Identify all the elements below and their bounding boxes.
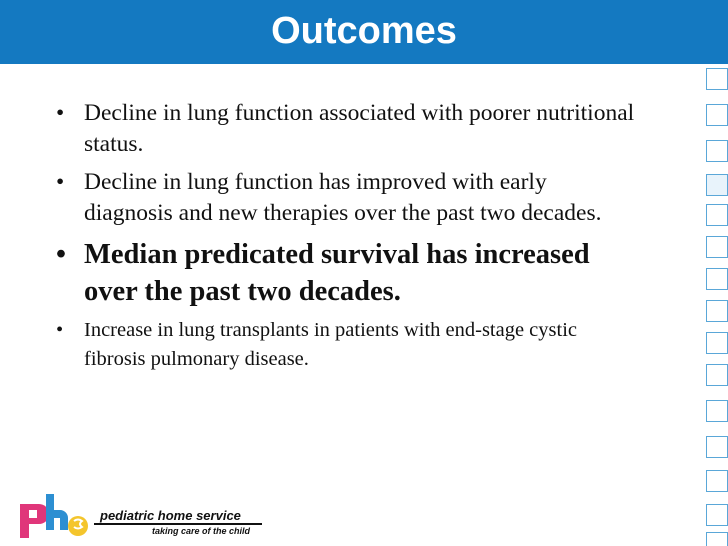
bullet-dot: • <box>56 100 65 126</box>
logo-underline <box>94 523 262 525</box>
decorative-square <box>706 268 728 290</box>
decorative-square <box>706 68 728 90</box>
bullet-text: Median predicated survival has increased over the past two decades. <box>84 239 590 307</box>
decorative-square <box>706 364 728 386</box>
phs-logo-icon <box>14 490 104 540</box>
decorative-square <box>706 300 728 322</box>
decorative-square <box>706 400 728 422</box>
decorative-square <box>706 436 728 458</box>
bullet-item <box>56 316 636 374</box>
logo-name: pediatric home service <box>100 508 241 523</box>
logo-tagline: taking care of the child <box>152 526 251 536</box>
company-logo <box>14 490 274 540</box>
bullet-list <box>56 98 636 374</box>
decorative-square <box>706 332 728 354</box>
decorative-square <box>706 204 728 226</box>
decorative-square <box>706 470 728 492</box>
bullet-text: Decline in lung function associated with poorer nutritional status. <box>84 100 635 157</box>
title-bar <box>0 0 728 64</box>
bullet-item <box>56 167 636 229</box>
bullet-dot: • <box>56 169 65 195</box>
decorative-square <box>706 532 728 546</box>
decorative-square <box>706 140 728 162</box>
bullet-dot: • <box>56 319 64 341</box>
slide-title: Outcomes <box>271 10 457 52</box>
decorative-square <box>706 236 728 258</box>
bullet-item-emphasis <box>56 236 636 310</box>
bullet-text: Decline in lung function has improved with early diagnosis and new therapies over the past two decades. <box>84 169 602 226</box>
bullet-text: Increase in lung transplants in patients with end-stage cystic fibrosis pulmonary disease. <box>84 319 578 370</box>
decorative-square <box>706 174 728 196</box>
decorative-square <box>706 504 728 526</box>
bullet-dot: • <box>56 239 66 270</box>
bullet-item <box>56 98 636 160</box>
decorative-square <box>706 104 728 126</box>
